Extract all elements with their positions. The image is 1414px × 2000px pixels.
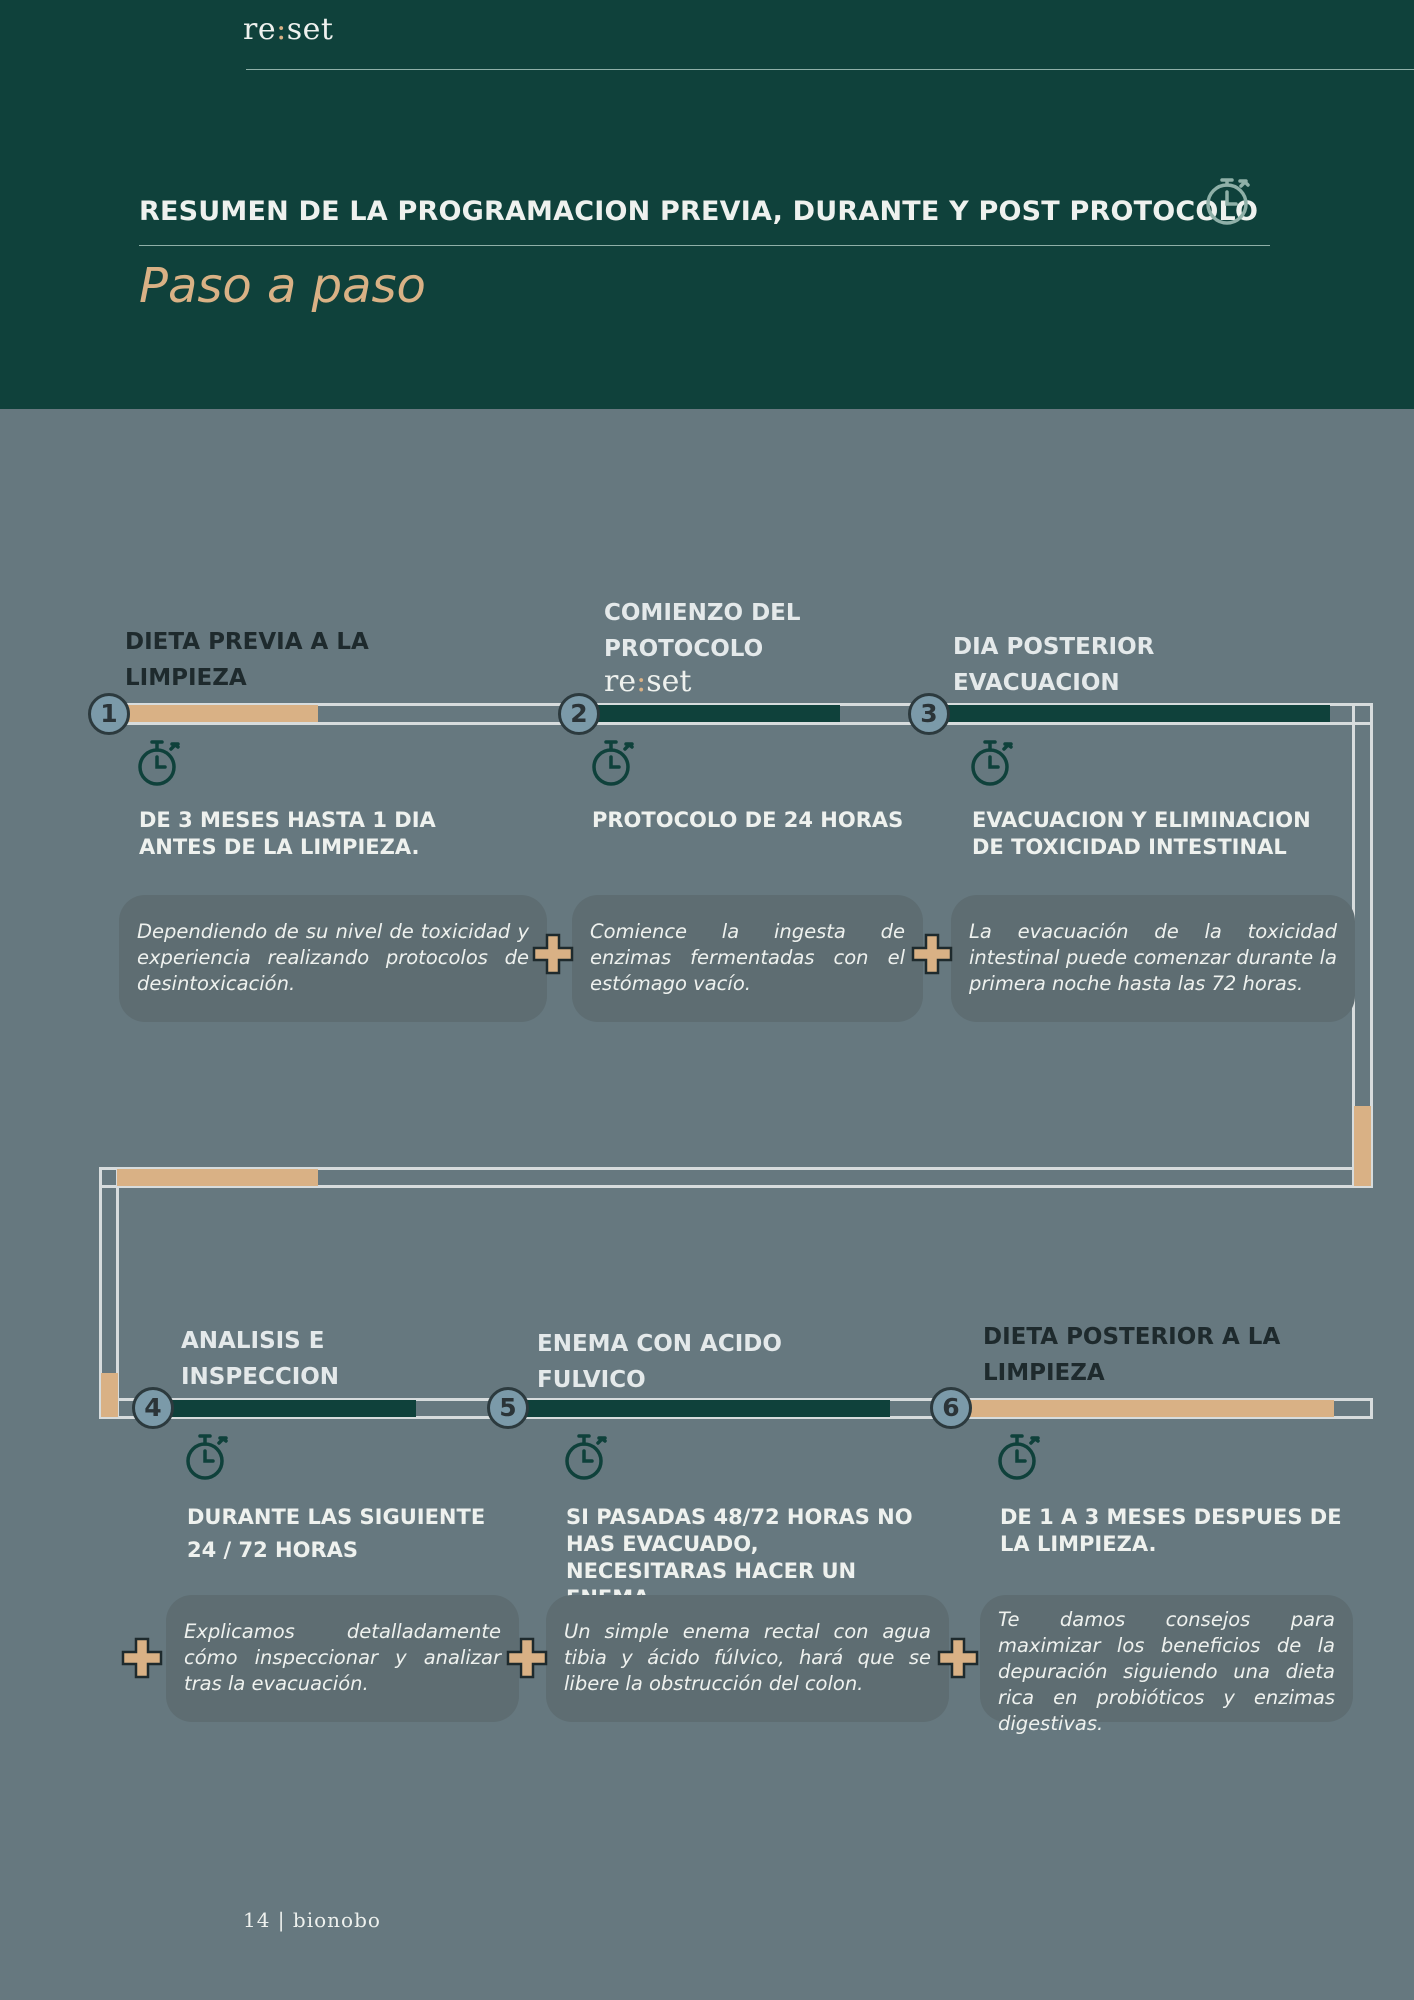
stopwatch-icon — [135, 736, 183, 792]
progress-bar-step-5 — [527, 1400, 890, 1417]
step-title-4: ANALISIS E INSPECCION — [181, 1328, 340, 1390]
progress-bar-middle — [117, 1169, 318, 1186]
step-subtitle-3: EVACUACION Y ELIMINACION DE TOXICIDAD INTESTINAL — [972, 808, 1311, 859]
stopwatch-icon — [1200, 172, 1256, 232]
step-subtitle-5: SI PASADAS 48/72 HORAS NO HAS EVACUADO, NECESITARAS HACER UN — [566, 1505, 913, 1583]
progress-connector-right — [1354, 1106, 1371, 1186]
step-subtitle-6: DE 1 A 3 MESES DESPUES DE LA LIMPIEZA. — [1000, 1505, 1342, 1556]
progress-bar-step-1 — [127, 705, 318, 722]
header-rule — [246, 69, 1414, 70]
step-number-4: 4 — [132, 1387, 174, 1429]
step-card-2 — [572, 895, 923, 1022]
step-card-6 — [980, 1595, 1353, 1735]
step-card-5 — [546, 1595, 949, 1722]
progress-bar-step-6 — [970, 1400, 1334, 1417]
title-rule — [139, 245, 1270, 246]
step-card-3 — [951, 895, 1355, 1022]
plus-icon — [531, 932, 575, 980]
step-text-1: Dependiendo de su nivel de toxicidad y experiencia realizando protocolos de desintoxicación. — [137, 920, 529, 995]
step-subtitle-1: DE 3 MESES HASTA 1 DIA ANTES DE LA LIMPIEZA. — [139, 808, 436, 859]
step-title-6: DIETA POSTERIOR A LA LIMPIEZA — [983, 1324, 1281, 1386]
stopwatch-icon — [562, 1430, 610, 1486]
step-number-6: 6 — [930, 1387, 972, 1429]
step-text-3: La evacuación de la toxicidad intestinal puede comenzar durante la primera noche hasta las 72 horas. — [969, 920, 1337, 995]
progress-connector-left — [101, 1373, 118, 1417]
step-text-4: Explicamos detalladamente cómo inspeccionar y analizar tras la evacuación. — [184, 1620, 501, 1695]
stopwatch-icon — [995, 1430, 1043, 1486]
step-title-2-logo: re:set — [604, 664, 692, 699]
step-title-1: DIETA PREVIA A LA LIMPIEZA — [125, 629, 369, 691]
step-subtitle-4: DURANTE LAS SIGUIENTE 24 / 72 HORAS — [187, 1505, 486, 1562]
page-subtitle: Paso a paso — [139, 258, 426, 314]
step-text-2: Comience la ingesta de enzimas fermentadas con el estómago vacío. — [590, 920, 905, 995]
page-footer: 14 | bionobo — [243, 1908, 381, 1932]
stopwatch-icon — [183, 1430, 231, 1486]
step-number-3: 3 — [908, 693, 950, 735]
step-subtitle-2: PROTOCOLO DE 24 HORAS — [592, 808, 904, 832]
plus-icon — [910, 932, 954, 980]
plus-icon — [120, 1636, 164, 1684]
step-number-5: 5 — [487, 1387, 529, 1429]
progress-bar-step-4 — [170, 1400, 416, 1417]
step-title-2: COMIENZO DEL PROTOCOLO re:set — [604, 595, 864, 697]
brand-logo: re:set — [243, 12, 334, 47]
section-title: RESUMEN DE LA PROGRAMACION PREVIA, DURANTE Y POST PROTOCOLO — [139, 196, 1259, 227]
progress-bar-step-3 — [948, 705, 1330, 722]
plus-icon — [505, 1636, 549, 1684]
progress-bar-step-2 — [598, 705, 840, 722]
step-number-1: 1 — [88, 693, 130, 735]
step-title-5: ENEMA CON ACIDO FULVICO — [537, 1331, 782, 1393]
step-number-2: 2 — [558, 693, 600, 735]
plus-icon — [936, 1636, 980, 1684]
stopwatch-icon — [589, 736, 637, 792]
step-card-1 — [119, 895, 547, 1022]
stopwatch-icon — [968, 736, 1016, 792]
step-text-6: Te damos consejos para maximizar los beneficios de la depuración siguiendo una dieta rica en probióticos y enzimas digestivas. — [998, 1608, 1335, 1735]
step-title-3: DIA POSTERIOR EVACUACION — [953, 634, 1155, 696]
step-text-5: Un simple enema rectal con agua tibia y ácido fúlvico, hará que se libere la obstrucción del colon. — [564, 1620, 931, 1695]
step-card-4 — [166, 1595, 519, 1722]
